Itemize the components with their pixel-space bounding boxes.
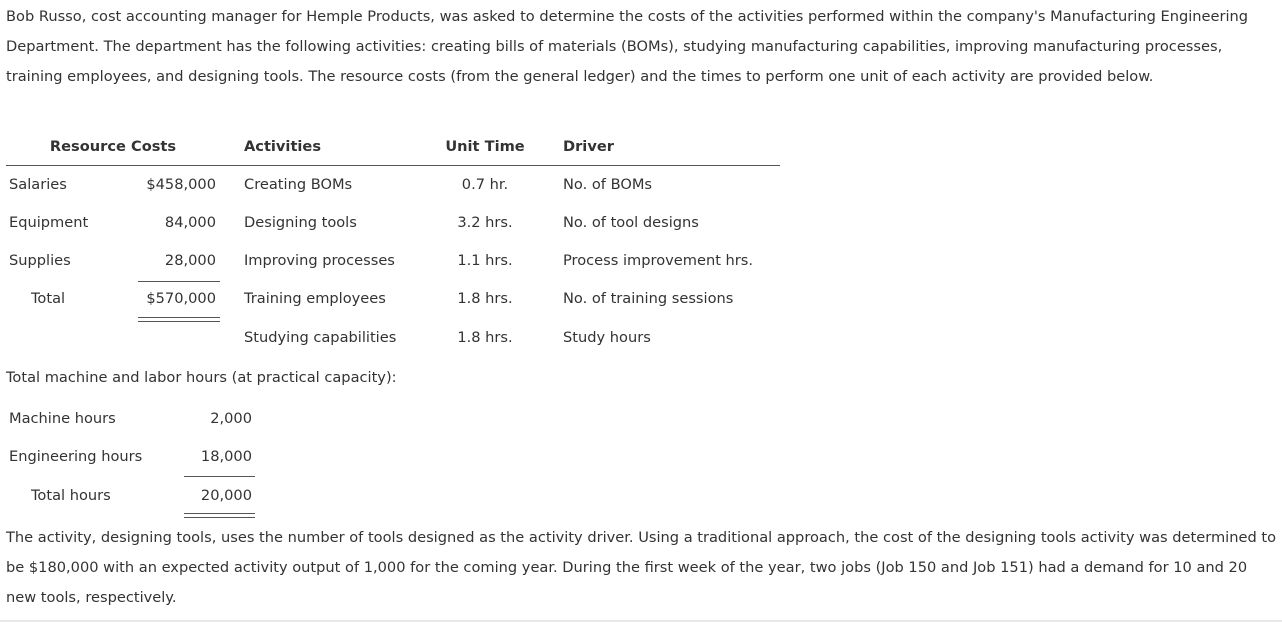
- activity-name-improving-processes: Improving processes: [244, 252, 395, 269]
- header-resource-costs: Resource Costs: [49, 138, 177, 155]
- activity-name-designing-tools: Designing tools: [244, 214, 357, 231]
- activity-driver-designing-tools: No. of tool designs: [563, 214, 699, 231]
- resource-amount-salaries: $458,000: [146, 176, 216, 193]
- hours-label-engineering: Engineering hours: [9, 448, 143, 465]
- total-double-rule: [138, 317, 220, 322]
- activity-name-training-employees: Training employees: [244, 290, 386, 307]
- activity-driver-training-employees: No. of training sessions: [563, 290, 734, 307]
- outro-paragraph: The activity, designing tools, uses the number of tools designed as the activity driver. Using a traditional approach, the cost of the designing tools activity was determined to be $180,000 with an expected activity output of 1,000 for the coming year. During the first week of the year, two jobs (Job 150 and Job 151) had a demand for 10 and 20 new tools, respectively.: [6, 529, 1277, 606]
- resource-label-supplies: Supplies: [9, 252, 71, 269]
- resource-amount-equipment: 84,000: [164, 214, 216, 231]
- activity-name-creating-boms: Creating BOMs: [244, 176, 353, 193]
- resource-label-equipment: Equipment: [9, 214, 89, 231]
- activity-unit-time-studying-capabilities: 1.8 hrs.: [457, 329, 513, 346]
- capacity-heading: Total machine and labor hours (at practical capacity):: [6, 369, 397, 386]
- hours-value-engineering: 18,000: [200, 448, 252, 465]
- resource-label-total: Total: [31, 290, 66, 307]
- table-header-rule: [6, 165, 780, 166]
- intro-paragraph: Bob Russo, cost accounting manager for Hemple Products, was asked to determine the costs of the activities performed within the company's Manufacturing Engineering Department. The department has the following activities: creating bills of materials (BOMs), studying manufacturing capabilities, improving manufacturing processes, training employees, and designing tools. The resource costs (from the general ledger) and the times to perform one unit of each activity are provided below.: [6, 8, 1249, 85]
- activity-driver-improving-processes: Process improvement hrs.: [563, 252, 754, 269]
- activity-unit-time-creating-boms: 0.7 hr.: [461, 176, 509, 193]
- hours-value-total: 20,000: [200, 487, 252, 504]
- resource-amount-supplies: 28,000: [164, 252, 216, 269]
- activity-driver-studying-capabilities: Study hours: [563, 329, 651, 346]
- hours-value-machine: 2,000: [210, 410, 252, 427]
- activity-unit-time-designing-tools: 3.2 hrs.: [457, 214, 513, 231]
- activity-unit-time-improving-processes: 1.1 hrs.: [457, 252, 513, 269]
- header-unit-time: Unit Time: [445, 138, 525, 155]
- hours-total-double-rule: [184, 513, 255, 518]
- header-activities: Activities: [244, 138, 322, 155]
- activity-name-studying-capabilities: Studying capabilities: [244, 329, 397, 346]
- hours-label-total: Total hours: [31, 487, 111, 504]
- activity-driver-creating-boms: No. of BOMs: [563, 176, 653, 193]
- header-driver: Driver: [563, 138, 614, 155]
- resource-label-salaries: Salaries: [9, 176, 67, 193]
- activity-unit-time-training-employees: 1.8 hrs.: [457, 290, 513, 307]
- hours-subtotal-rule: [184, 476, 255, 477]
- resource-amount-total: $570,000: [146, 290, 216, 307]
- hours-label-machine: Machine hours: [9, 410, 116, 427]
- subtotal-rule: [138, 281, 220, 282]
